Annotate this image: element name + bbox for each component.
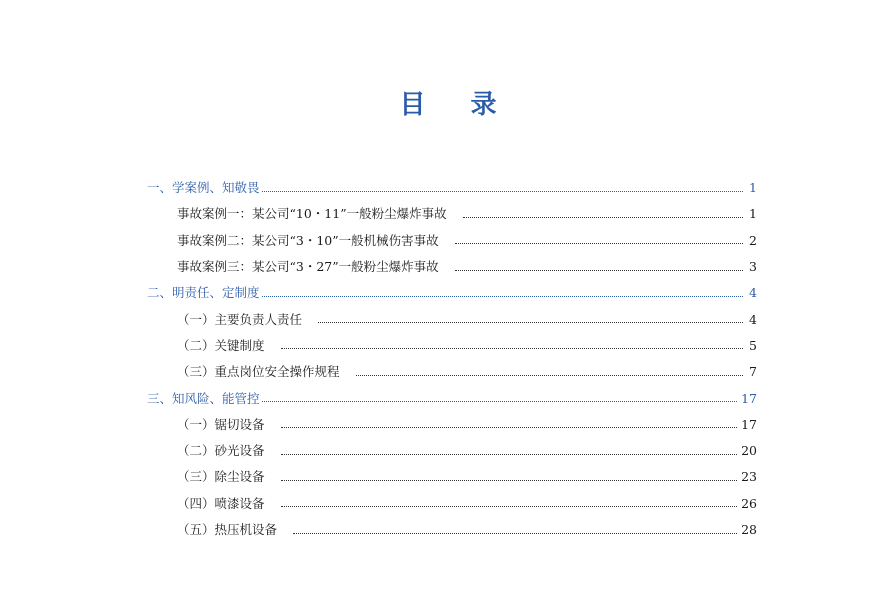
toc-dot-leader	[293, 533, 737, 534]
toc-page-number: 20	[741, 443, 757, 459]
toc-dot-leader	[281, 427, 738, 428]
toc-subsection-entry[interactable]	[147, 438, 757, 464]
page-title: 目 录	[399, 90, 515, 121]
toc-page-number: 23	[741, 469, 757, 485]
toc-subsection-entry[interactable]	[147, 254, 757, 280]
toc-dot-leader	[463, 217, 743, 218]
toc-dot-leader	[262, 296, 743, 297]
toc-subsection-entry[interactable]	[147, 517, 757, 543]
toc-entry-label: 事故案例三：某公司“3・27”一般粉尘爆炸事故	[177, 259, 439, 275]
toc-page-number: 3	[749, 259, 757, 275]
toc-page-number: 1	[749, 180, 757, 196]
toc-page-number: 4	[749, 311, 757, 327]
toc-section-entry[interactable]	[147, 385, 757, 411]
toc-page-number: 26	[741, 495, 757, 511]
toc-entry-label: （四）喷漆设备	[177, 495, 265, 511]
toc-page-number: 5	[749, 337, 757, 353]
toc-subsection-entry[interactable]	[147, 491, 757, 517]
toc-entry-label: （一）主要负责人责任	[177, 311, 303, 327]
toc-dot-leader	[356, 375, 743, 376]
toc-entry-label: 事故案例二：某公司“3・10”一般机械伤害事故	[177, 232, 439, 248]
toc-page-number: 2	[749, 232, 757, 248]
toc-dot-leader	[281, 348, 743, 349]
table-of-contents	[147, 175, 757, 543]
toc-entry-label: （三）除尘设备	[177, 469, 265, 485]
toc-entry-label: （二）砂光设备	[177, 443, 265, 459]
toc-page-number: 4	[749, 285, 757, 301]
toc-entry-label: （一）锯切设备	[177, 416, 265, 432]
toc-page-number: 17	[741, 416, 757, 432]
toc-subsection-entry[interactable]	[147, 228, 757, 254]
toc-dot-leader	[281, 480, 738, 481]
toc-entry-label: （五）热压机设备	[177, 522, 278, 537]
toc-subsection-entry[interactable]	[147, 412, 757, 438]
toc-entry-label: 二、明责任、定制度	[147, 285, 260, 301]
toc-page-number: 28	[741, 522, 757, 537]
toc-section-entry[interactable]	[147, 280, 757, 306]
toc-subsection-entry[interactable]	[147, 201, 757, 227]
toc-dot-leader	[262, 191, 743, 192]
toc-entry-label: 三、知风险、能管控	[147, 390, 260, 406]
toc-subsection-entry[interactable]	[147, 333, 757, 359]
toc-dot-leader	[262, 401, 738, 402]
toc-subsection-entry[interactable]	[147, 464, 757, 490]
toc-dot-leader	[281, 506, 738, 507]
toc-entry-label: （三）重点岗位安全操作规程	[177, 364, 340, 380]
toc-subsection-entry[interactable]	[147, 306, 757, 332]
toc-page-number: 7	[749, 364, 757, 380]
toc-entry-label: 事故案例一：某公司“10・11”一般粉尘爆炸事故	[177, 206, 447, 222]
toc-page-number: 1	[749, 206, 757, 222]
toc-dot-leader	[318, 322, 743, 323]
toc-entry-label: （二）关键制度	[177, 337, 265, 353]
toc-subsection-entry[interactable]	[147, 359, 757, 385]
toc-dot-leader	[455, 270, 743, 271]
toc-page-number: 17	[741, 390, 757, 406]
toc-section-entry[interactable]	[147, 175, 757, 201]
toc-dot-leader	[455, 243, 743, 244]
toc-dot-leader	[281, 454, 738, 455]
toc-entry-label: 一、学案例、知敬畏	[147, 180, 260, 196]
